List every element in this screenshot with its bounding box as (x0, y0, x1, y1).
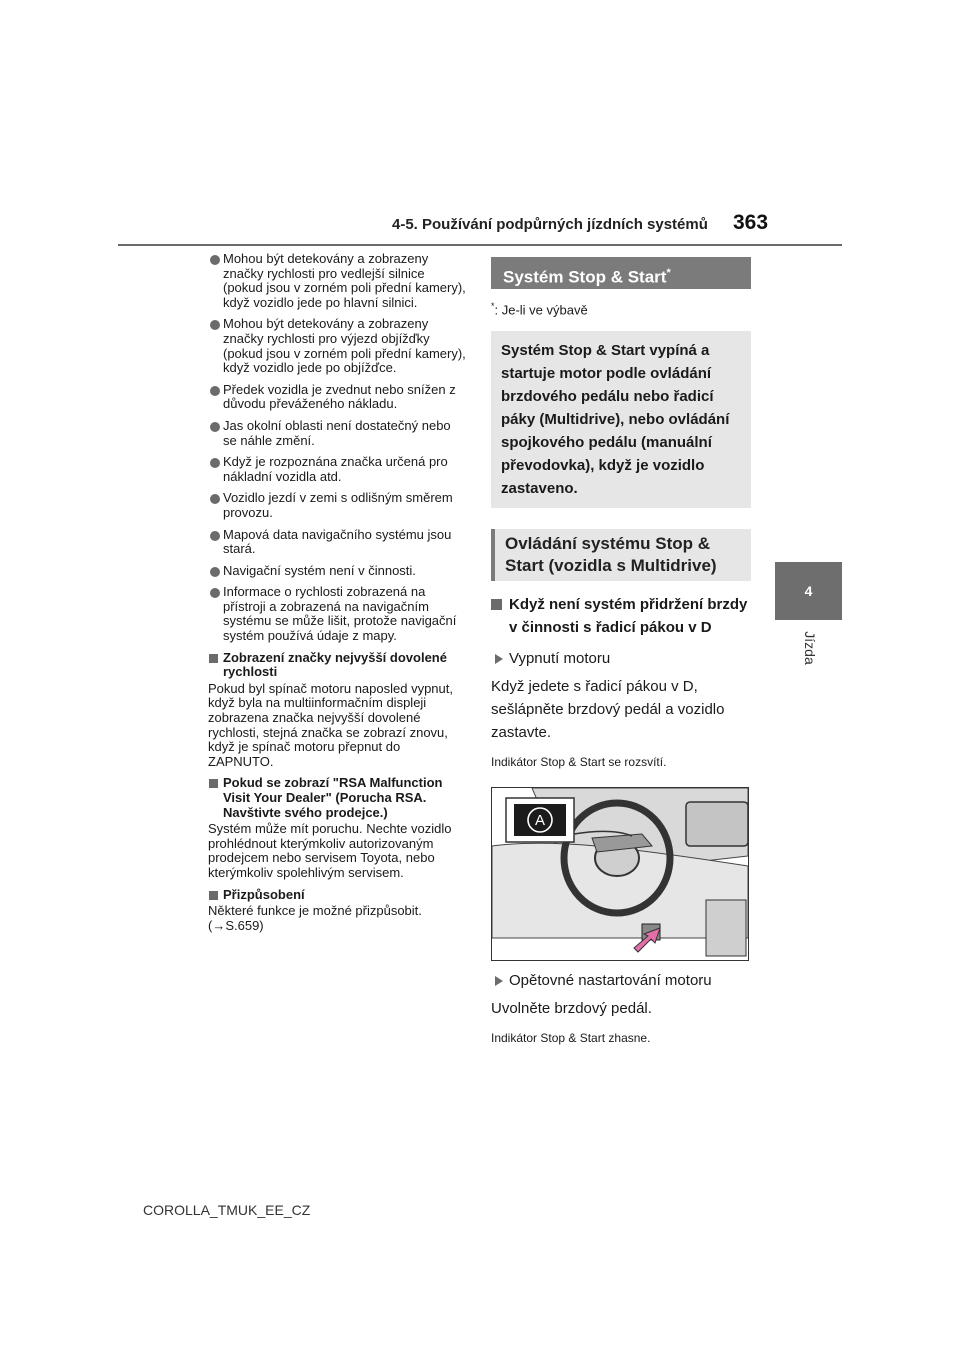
brake-hold-heading: Když není systém přidržení brzdy v činnosti s řadicí pákou v D (491, 593, 751, 639)
bullet-icon (210, 531, 220, 541)
bullet-icon (210, 567, 220, 577)
square-bullet-icon (209, 654, 218, 663)
bullet-icon (210, 386, 220, 396)
page-number: 363 (733, 211, 769, 234)
chapter-label: Jízda (802, 631, 818, 665)
step-engine-restart-note: Indikátor Stop & Start zhasne. (491, 1031, 651, 1046)
bullet-icon (210, 422, 220, 432)
list-item: Když je rozpoznána značka určená pro nákladní vozidla atd. (208, 455, 466, 484)
speed-sign-display-text: Pokud byl spínač motoru naposled vypnut, když byla na multiinformačním displeji zobrazena značka nejvyšší dovolené rychlosti, stejná značka se zobrazí znovu, když je spínač motoru přepnut do ZAPNUTO. (208, 680, 453, 769)
dashboard-drawing (492, 788, 748, 960)
list-item: Mapová data navigačního systému jsou stará. (208, 528, 466, 557)
step-engine-restart: Opětovné nastartování motoru (491, 970, 751, 992)
list-item: Jas okolní oblasti není dostatečný nebo se náhle změní. (208, 419, 466, 448)
rsa-malfunction-heading: Pokud se zobrazí "RSA Malfunction Visit Your Dealer" (Porucha RSA. Navštivte svého prodejce.) (208, 776, 466, 820)
square-bullet-icon (209, 891, 218, 900)
section-header-title: 4-5. Používání podpůrných jízdních systémů (392, 216, 708, 233)
rsa-malfunction-text: Systém může mít poruchu. Nechte vozidlo prohlédnout kterýmkoliv autorizovaným prodejcem nebo servisem Toyota, nebo kterýmkoliv spolehlivým servisem. (208, 821, 452, 880)
list-item: Mohou být detekovány a zobrazeny značky rychlosti pro vedlejší silnice (pokud jsou v zorném poli přední kamery), když vozidlo jede po hlavní silnici. (208, 252, 466, 310)
list-item: Mohou být detekovány a zobrazeny značky rychlosti pro výjezd objížďky (pokud jsou v zorném poli přední kamery), když vozidlo jede po objížďce. (208, 317, 466, 375)
page-reference-link[interactable]: (→S.659) (208, 917, 264, 933)
footer-code: COROLLA_TMUK_EE_CZ (143, 1202, 311, 1218)
square-bullet-icon (209, 779, 218, 788)
equipment-footnote: *: Je-li ve výbavě (491, 301, 588, 318)
speed-sign-display-heading: Zobrazení značky nejvyšší dovolené rychlosti (208, 651, 466, 680)
step-engine-stop-note: Indikátor Stop & Start se rozsvítí. (491, 755, 667, 770)
square-bullet-icon (491, 599, 502, 610)
bullet-icon (210, 494, 220, 504)
stop-start-indicator-icon: A (534, 812, 546, 830)
bullet-icon (210, 255, 220, 265)
bullet-icon (210, 458, 220, 468)
customization-text: Některé funkce je možné přizpůsobit. (→S.659) (208, 903, 422, 933)
header-divider (118, 244, 842, 246)
right-column (491, 257, 751, 1045)
chapter-number: 4 (804, 583, 813, 599)
step-engine-restart-text: Uvolněte brzdový pedál. (491, 1000, 652, 1018)
left-column (208, 252, 466, 940)
arrow-right-icon (495, 976, 503, 986)
summary-box: Systém Stop & Start vypíná a startuje motor podle ovládání brzdového pedálu nebo řadicí páky (Multidrive), nebo ovládání spojkového pedálu (manuální převodovka), když je vozidlo zastaveno. (491, 331, 751, 508)
dashboard-illustration (491, 787, 749, 961)
list-item: Vozidlo jezdí v zemi s odlišným směrem provozu. (208, 491, 466, 520)
customization-heading: Přizpůsobení (208, 888, 466, 903)
chapter-tab[interactable] (775, 562, 842, 620)
section-banner: Systém Stop & Start* (491, 257, 751, 289)
subsection-title: Ovládání systému Stop & Start (vozidla s Multidrive) (491, 529, 751, 581)
arrow-right-icon (495, 654, 503, 664)
list-item: Navigační systém není v činnosti. (208, 564, 466, 579)
equipment-mark: * (666, 267, 671, 279)
bullet-icon (210, 588, 220, 598)
step-engine-stop: Vypnutí motoru (491, 648, 751, 670)
list-item: Předek vozidla je zvednut nebo snížen z důvodu převáženého nákladu. (208, 383, 466, 412)
bullet-icon (210, 320, 220, 330)
list-item: Informace o rychlosti zobrazená na přístroji a zobrazená na navigačním systému se může lišit, protože navigační systém používá údaje z mapy. (208, 585, 466, 643)
step-engine-stop-text: Když jedete s řadicí pákou v D, sešlápněte brzdový pedál a vozidlo zastavte. (491, 678, 725, 742)
